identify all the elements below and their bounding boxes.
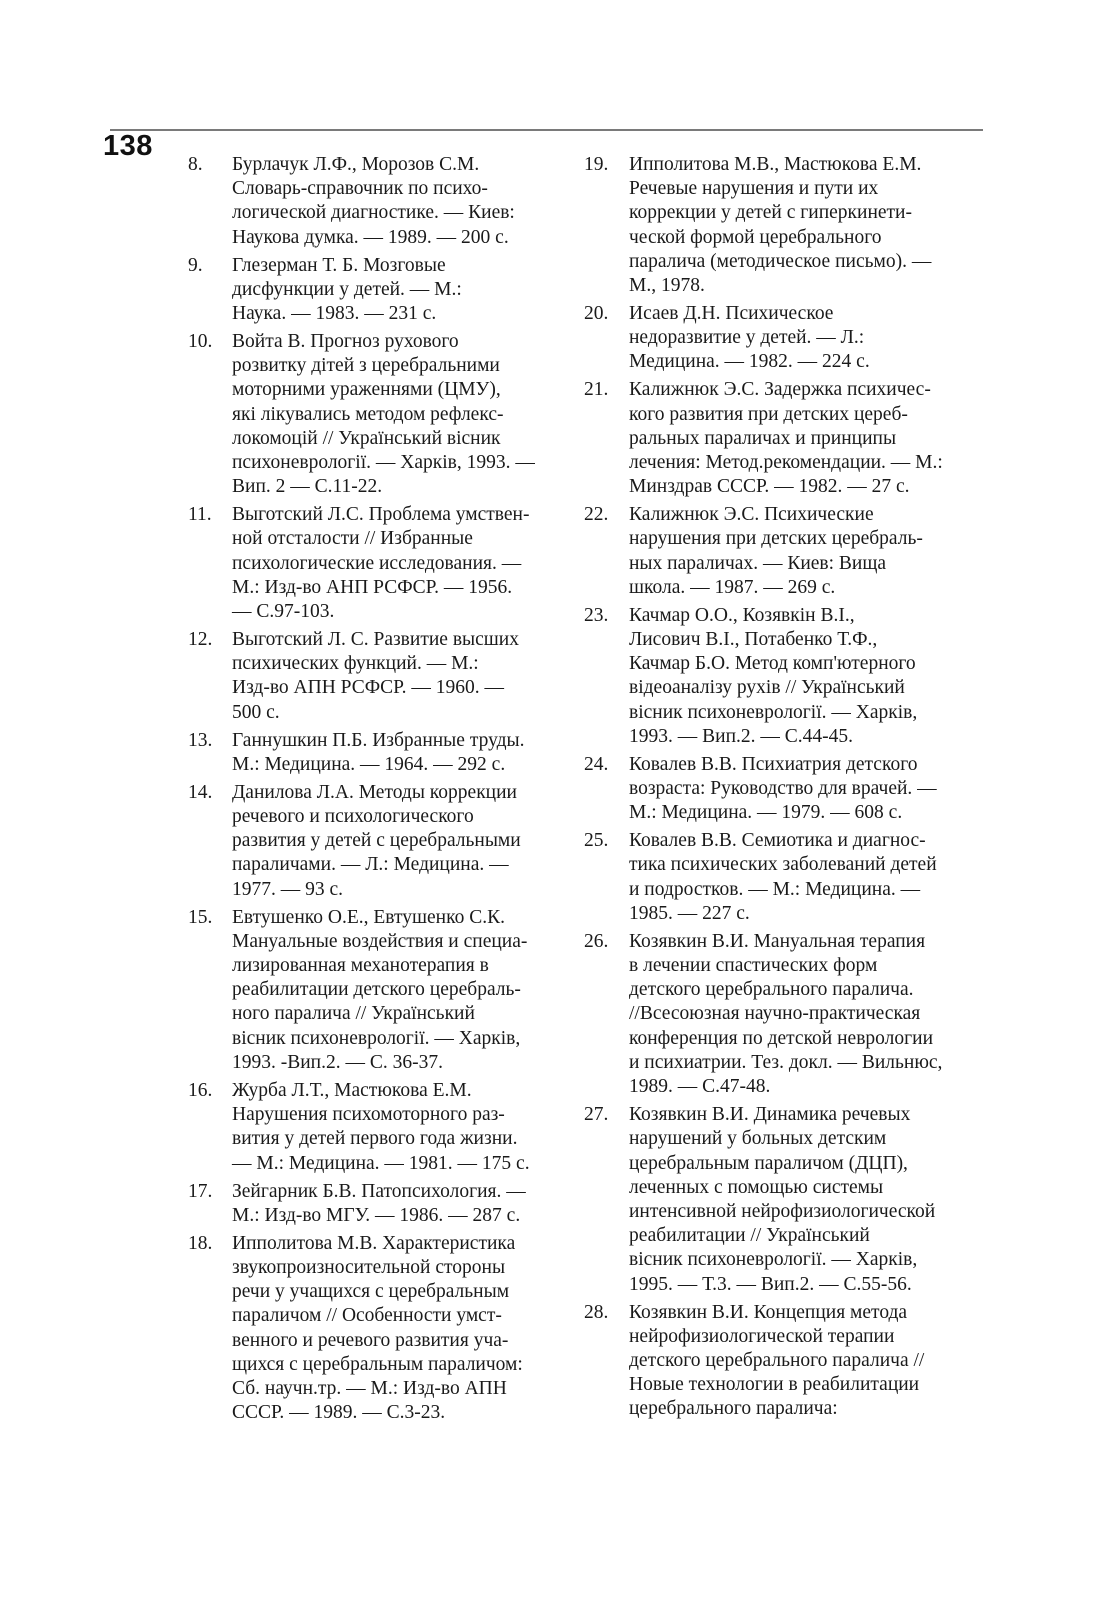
reference-text: Ипполитова М.В. Характеристика звукопроизносительной стороны речи у учащихся с церебральным параличом // Особенности умст- венного и речевого развития уча- щихся с церебральным параличом: Сб. научн.тр. — М.: Изд-во АПН СССР. — 1989. — С.3-23. <box>232 1232 523 1424</box>
reference-number: 24. <box>584 753 609 775</box>
reference-entry <box>584 753 984 826</box>
reference-text: Евтушенко О.Е., Евтушенко С.К. Мануальные воздействия и специа- лизированная механотерапия в реабилитации детского церебраль- ного паралича // Український вісник психоневрології. — Харків, 1993. -Вип.2. — С. 36-37. <box>232 906 528 1073</box>
reference-text: Качмар О.О., Козявкін В.І., Лисович В.І., Потабенко Т.Ф., Качмар Б.О. Метод комп'ютерного відеоаналізу рухів // Український вісник психоневрології. — Харків, 1993. — Вип.2. — С.44-45. <box>629 604 918 747</box>
reference-text: Козявкин В.И. Концепция метода нейрофизиологической терапии детского церебрального паралича // Новые технологии в реабилитации церебрального паралича: <box>629 1301 925 1420</box>
reference-number: 16. <box>188 1079 213 1101</box>
reference-text: Выготский Л.С. Проблема умствен- ной отсталости // Избранные психологические исследования. — М.: Изд-во АНП РСФСР. — 1956. — С.97-103. <box>232 504 530 623</box>
reference-number: 26. <box>584 930 609 952</box>
reference-text: Журба Л.Т., Мастюкова Е.М. Нарушения психомоторного раз- вития у детей первого года жизни. — М.: Медицина. — 1981. — 175 с. <box>232 1079 530 1174</box>
reference-number: 8. <box>188 154 203 175</box>
reference-entry <box>584 829 984 926</box>
references-right-column <box>584 153 984 1425</box>
reference-number: 15. <box>188 906 213 928</box>
reference-entry <box>584 1103 984 1297</box>
reference-text: Войта В. Прогноз рухового розвитку дітей з церебральними моторними ураженнями (ЦМУ), які лікувались методом рефлекс- локомоцій // Український вісник психоневрології. — Харків, 1993. — Вип. 2 — С.11-22. <box>232 331 535 498</box>
reference-text: Бурлачук Л.Ф., Морозов С.М. Словарь-справочник по психо- логической диагностике. — Киев: Наукова думка. — 1989. — 200 с. <box>232 154 515 248</box>
references-left-column <box>188 153 580 1429</box>
reference-entry <box>584 378 984 499</box>
reference-entry <box>188 1079 580 1176</box>
reference-number: 23. <box>584 604 609 626</box>
reference-number: 10. <box>188 331 213 353</box>
reference-entry <box>584 1301 984 1422</box>
reference-number: 28. <box>584 1301 609 1323</box>
reference-entry <box>188 729 580 777</box>
reference-entry <box>188 503 580 624</box>
reference-entry <box>584 503 984 600</box>
reference-number: 17. <box>188 1180 213 1202</box>
reference-text: Данилова Л.А. Методы коррекции речевого и психологического развития у детей с церебральными параличами. — Л.: Медицина. — 1977. — 93 с. <box>232 781 521 900</box>
reference-entry <box>188 1232 580 1426</box>
reference-text: Ганнушкин П.Б. Избранные труды. М.: Медицина. — 1964. — 292 с. <box>232 729 525 775</box>
reference-entry <box>584 153 984 298</box>
reference-entry <box>188 906 580 1075</box>
reference-number: 19. <box>584 154 609 175</box>
reference-text: Ковалев В.В. Семиотика и диагнос- тика психических заболеваний детей и подростков. — М.: Медицина. — 1985. — 227 с. <box>629 830 937 924</box>
reference-entry <box>584 302 984 375</box>
reference-text: Калижнюк Э.С. Задержка психичес- кого развития при детских цереб- ральных параличах и принципы лечения: Метод.рекомендации. — М.: Минздрав СССР. — 1982. — 27 с. <box>629 379 943 498</box>
reference-number: 14. <box>188 781 213 803</box>
reference-text: Ковалев В.В. Психиатрия детского возраста: Руководство для врачей. — М.: Медицина. — 1979. — 608 с. <box>629 753 937 824</box>
reference-number: 13. <box>188 729 213 751</box>
reference-text: Исаев Д.Н. Психическое недоразвитие у детей. — Л.: Медицина. — 1982. — 224 с. <box>629 303 870 373</box>
reference-entry <box>188 1180 580 1228</box>
reference-number: 22. <box>584 504 609 526</box>
page-number: 138 <box>103 130 153 162</box>
reference-entry <box>584 930 984 1099</box>
reference-text: Калижнюк Э.С. Психические нарушения при детских церебраль- ных параличах. — Киев: Вища школа. — 1987. — 269 с. <box>629 504 923 598</box>
reference-number: 12. <box>188 629 213 651</box>
reference-number: 9. <box>188 254 203 276</box>
reference-text: Зейгарник Б.В. Патопсихология. — М.: Изд-во МГУ. — 1986. — 287 с. <box>232 1180 526 1226</box>
reference-entry <box>188 781 580 902</box>
reference-entry <box>188 330 580 499</box>
reference-number: 18. <box>188 1232 213 1254</box>
reference-text: Козявкин В.И. Мануальная терапия в лечении спастических форм детского церебрального паралича. //Всесоюзная научно-практическая конференция по детской неврологии и психиатрии. Тез. докл. — Вильнюс, 1989. — С.47-48. <box>629 930 943 1098</box>
reference-number: 20. <box>584 303 609 325</box>
reference-number: 27. <box>584 1104 609 1126</box>
reference-entry <box>188 254 580 327</box>
reference-number: 11. <box>188 504 212 526</box>
reference-number: 25. <box>584 830 609 852</box>
reference-entry <box>188 153 580 250</box>
reference-text: Козявкин В.И. Динамика речевых нарушений у больных детским церебральным параличом (ДЦП), леченных с помощью системы интенсивной нейрофизиологической реабилитации // Український вісник психоневрології. — Харків, 1995. — Т.3. — Вип.2. — С.55-56. <box>629 1104 936 1295</box>
reference-text: Выготский Л. С. Развитие высших психических функций. — М.: Изд-во АПН РСФСР. — 1960. — 500 с. <box>232 629 519 723</box>
reference-entry <box>188 628 580 725</box>
reference-number: 21. <box>584 379 609 401</box>
header-rule <box>110 129 983 131</box>
reference-entry <box>584 604 984 749</box>
reference-text: Ипполитова М.В., Мастюкова Е.М. Речевые нарушения и пути их коррекции у детей с гиперкинети- ческой формой церебрального паралича (методическое письмо). — М., 1978. <box>629 154 932 297</box>
reference-text: Глезерман Т. Б. Мозговые дисфункции у детей. — М.: Наука. — 1983. — 231 с. <box>232 254 462 325</box>
